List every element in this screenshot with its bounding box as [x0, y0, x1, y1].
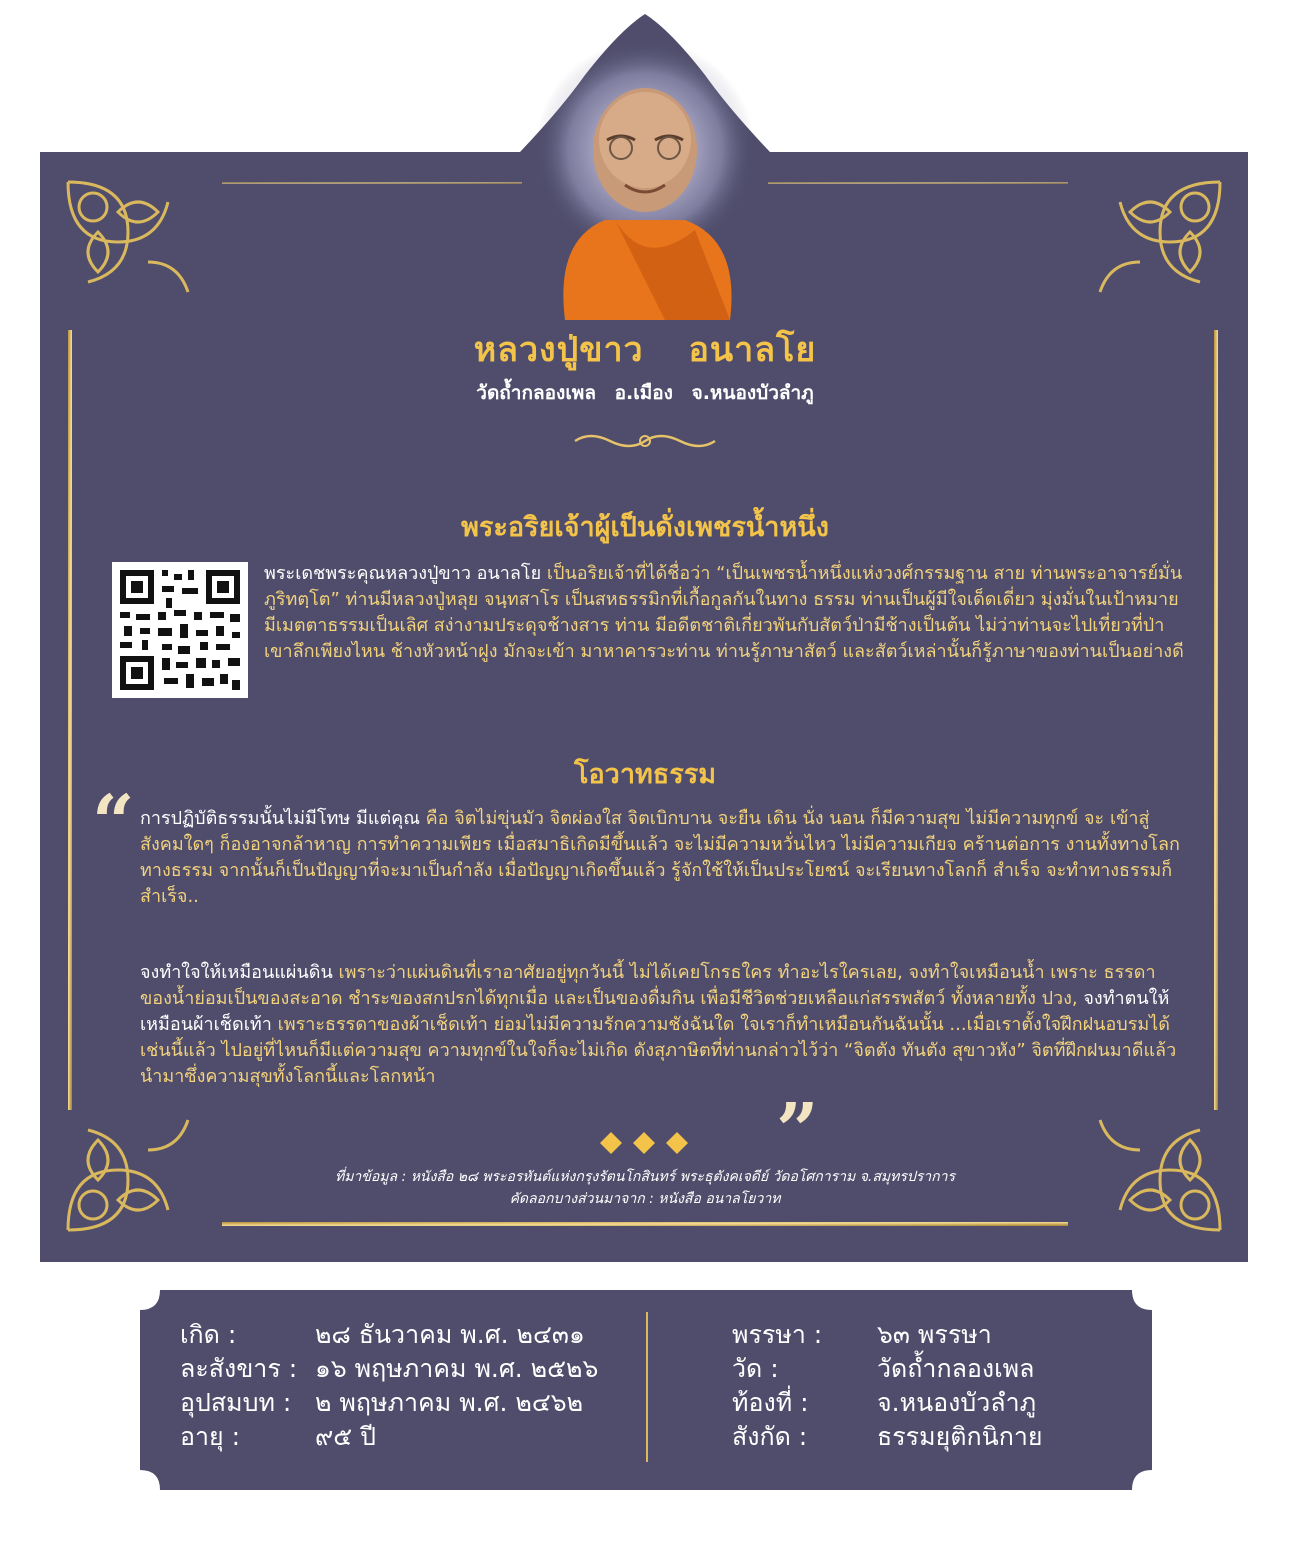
- info-label: พรรษา :: [732, 1320, 823, 1349]
- info-label: ละสังขาร :: [180, 1354, 298, 1383]
- monk-name-last: อนาลโย: [688, 330, 817, 370]
- teaching-paragraph-2-b: เพราะว่าแผ่นดินที่เราอาศัยอยู่ทุกวันนี้ ไม่ได้เคยโกรธใคร ทำอะไรใครเลย, จงทำใจเหมือนน้ำ เพราะ ธรรดาของน้ำย่อมเป็นของสะอาด ชำระของสกปรกได้ทุกเมื่อ และเป็นของดื่มกิน เพื่อมีชีวิตช่วยเหลือแก่สรรพสัตว์ ทั้งหลายทั้ง ปวง,: [140, 962, 1156, 1009]
- source-citation-2: คัดลอกบางส่วนมาจาก : หนังสือ อนาลโยวาท: [509, 1191, 781, 1207]
- info-row-born: [180, 1318, 640, 1352]
- info-label: ท้องที่ :: [732, 1388, 809, 1417]
- info-label: อุปสมบท :: [180, 1388, 292, 1417]
- info-row-temple: [732, 1352, 1112, 1386]
- section-heading-teaching: โอวาทธรรม: [573, 759, 717, 790]
- close-quote-icon: ”: [776, 1088, 819, 1174]
- info-value: วัดถ้ำกลองเพล: [877, 1354, 1035, 1383]
- source-citation-1: ที่มาข้อมูล : หนังสือ ๒๘ พระอรหันต์แห่งกรุงรัตนโกสินทร์ พระธุตังคเจดีย์ วัดอโศการาม จ.สมุทรปราการ: [334, 1169, 956, 1185]
- info-label: เกิด :: [180, 1320, 237, 1349]
- temple-district: อ.เมือง: [614, 382, 673, 404]
- info-label: วัด :: [732, 1354, 779, 1383]
- info-row-vassa: [732, 1318, 1112, 1352]
- section-heading-diamond: พระอริยเจ้าผู้เป็นดั่งเพชรน้ำหนึ่ง: [461, 512, 829, 543]
- info-value: ๒ พฤษภาคม พ.ศ. ๒๔๖๒: [315, 1388, 584, 1417]
- teaching-paragraph-1-intro: การปฏิบัติธรรมนั้นไม่มีโทษ มีแต่คุณ: [140, 808, 426, 829]
- monk-name-first: หลวงปู่ขาว: [473, 330, 644, 370]
- teaching-paragraph-2-d: เพราะธรรดาของผ้าเช็ดเท้า ย่อมไม่มีความรักความชังฉันใด ใจเราก็ทำเหมือนกันฉันนั้น ...เมื่อเราตั้งใจฝึกฝนอบรมได้เช่นนี้แล้ว ไปอยู่ที่ไหนก็มีแต่ความสุข ความทุกข์ในใจก็จะไม่เกิด ดังสุภาษิตที่ท่านกล่าวไว้ว่า “จิตตัง ทันตัง สุขาวหัง” จิตที่ฝึกฝนมาดีแล้ว นำมาซึ่งความสุขทั้งโลกนี้และโลกหน้า: [140, 1014, 1177, 1087]
- info-value: ๖๓ พรรษา: [877, 1320, 992, 1349]
- info-row-age: [180, 1420, 640, 1454]
- info-value: ธรรมยุติกนิกาย: [877, 1422, 1043, 1451]
- info-row-locality: [732, 1386, 1112, 1420]
- open-quote-icon: “: [92, 780, 135, 866]
- info-left-column: [180, 1318, 640, 1454]
- info-row-sect: [732, 1420, 1112, 1454]
- info-row-passed: [180, 1352, 640, 1386]
- info-label: อายุ :: [180, 1422, 241, 1451]
- info-row-ordained: [180, 1386, 640, 1420]
- temple-name: วัดถ้ำกลองเพล: [476, 382, 596, 404]
- biography-text-body: เป็นอริยเจ้าที่ได้ชื่อว่า “เป็นเพชรน้ำหนึ่งแห่งวงศ์กรรมฐาน สาย ท่านพระอาจารย์มั่น ภูริทตฺโต” ท่านมีหลวงปู่หลุย จนฺทสาโร เป็นสหธรรมิกที่เกื้อกูลกันในทาง ธรรม ท่านเป็นผู้มีใจเด็ดเดี่ยว มุ่งมั่นในเป้าหมาย มีเมตตาธรรมเป็นเลิศ สง่างามประดุจช้างสาร ท่าน มีอดีตชาติเกี่ยวพันกับสัตว์ป่ามีช้างเป็นต้น ไม่ว่าท่านจะไปเที่ยวที่ป่าเขาลึกเพียงไหน ช้างหัวหน้าฝูง มักจะเข้า มาหาคารวะท่าน ท่านรู้ภาษาสัตว์ และสัตว์เหล่านั้นก็รู้ภาษาของท่านเป็นอย่างดี: [264, 563, 1184, 662]
- teaching-paragraph-2-a: จงทำใจให้เหมือนแผ่นดิน: [140, 962, 339, 983]
- temple-province: จ.หนองบัวลำภู: [691, 382, 814, 404]
- info-value: ๒๘ ธันวาคม พ.ศ. ๒๔๓๑: [315, 1320, 585, 1349]
- biography-text-intro: พระเดชพระคุณหลวงปู่ขาว อนาลโย: [264, 563, 547, 584]
- info-value: ๑๖ พฤษภาคม พ.ศ. ๒๕๒๖: [315, 1354, 599, 1383]
- info-value: ๙๕ ปี: [315, 1422, 377, 1451]
- teaching-paragraph-1-body: คือ จิตไม่ขุ่นมัว จิตผ่องใส จิตเบิกบาน จะยืน เดิน นั่ง นอน ก็มีความสุข ไม่มีความทุกข์ จะ เข้าสู่สังคมใดๆ ก็องอาจกล้าหาญ การทำความเพียร เมื่อสมาธิเกิดมีขึ้นแล้ว จะไม่มีความหวั่นไหว ไม่มีความเกียจ คร้านต่อการ งานทั้งทางโลกทางธรรม จากนั้นก็เป็นปัญญาที่จะมาเป็นกำลัง เมื่อปัญญาเกิดขึ้นแล้ว รู้จักใช้ให้เป็นประโยชน์ จะเรียนทางโลกก็ สำเร็จ จะทำทางธรรมก็สำเร็จ..: [140, 808, 1180, 907]
- info-label: สังกัด :: [732, 1422, 808, 1451]
- info-right-column: [732, 1318, 1112, 1454]
- info-value: จ.หนองบัวลำภู: [877, 1388, 1037, 1417]
- teaching-paragraph-2-c: จงทำตนให้เหมือนผ้าเช็ดเท้า: [140, 988, 1170, 1035]
